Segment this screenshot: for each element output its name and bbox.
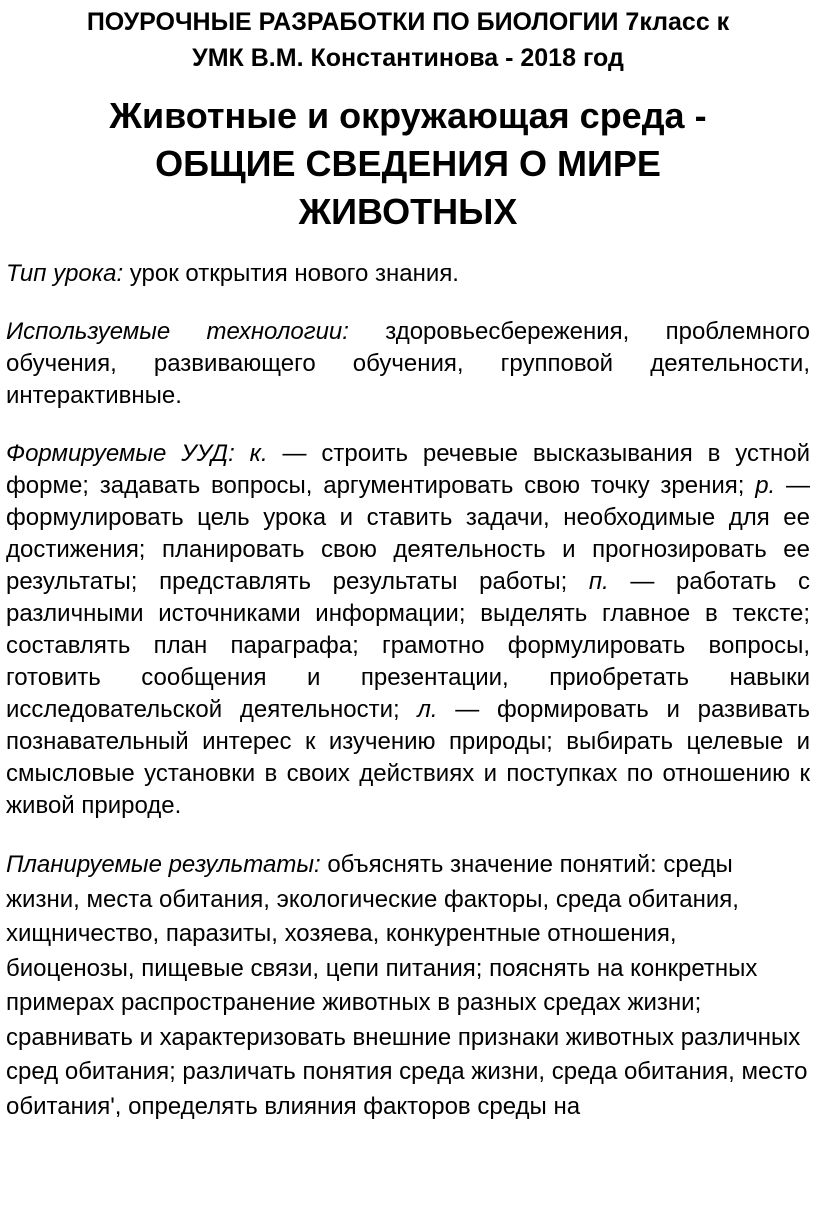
planned-results-text: объяснять значение понятий: среды жизни, места обитания, экологические факторы, среда обитания, хищничество, паразиты, хозяева, конкурентные отношения, биоценозы, пищевые связи, цепи питания; пояснять на конкретных примерах распространение животных в разных средах жизни; сравнивать и характеризовать внешние признаки животных различных сред обитания; различать понятия среда жизни, среда обитания, место обитания', определять влияния факторов среды на [6, 851, 808, 1120]
uud-r-text: — формулировать цель урока и ставить задачи, необходимые для ее достижения; планировать свою деятельность и прогнозировать ее результаты; представлять результаты работы; [6, 472, 810, 595]
header-line-1: ПОУРОЧНЫЕ РАЗРАБОТКИ ПО БИОЛОГИИ 7класс к [86, 8, 730, 36]
uud-p-label: п. [588, 568, 609, 595]
uud-label: Формируемые УУД: [6, 440, 235, 467]
technologies-paragraph [6, 316, 810, 412]
planned-results-label: Планируемые результаты: [6, 851, 321, 878]
document-header [6, 4, 810, 76]
lesson-title [6, 92, 810, 236]
lesson-type-paragraph [6, 258, 810, 290]
uud-k-text: — строить речевые высказывания в устной форме; задавать вопросы, аргументировать свою точку зрения; [6, 440, 810, 499]
header-line-2: УМК В.М. Константинова - 2018 год [192, 44, 624, 72]
planned-results-paragraph [6, 848, 810, 1124]
uud-p-text: — работать с различными источниками информации; выделять главное в тексте; составлять план параграфа; грамотно формулировать вопросы, готовить сообщения и презентации, приобретать навыки исследовательской деятельности; [6, 568, 810, 723]
uud-l-label: л. [417, 696, 438, 723]
technologies-label: Используемые технологии: [6, 318, 349, 345]
lesson-type-text: урок открытия нового знания. [123, 260, 459, 287]
technologies-text: здоровьесбережения, проблемного обучения, развивающего обучения, групповой деятельности, интерактивные. [6, 318, 811, 409]
title-line-3: ЖИВОТНЫХ [298, 191, 518, 232]
uud-paragraph [6, 438, 810, 822]
title-line-2: ОБЩИЕ СВЕДЕНИЯ О МИРЕ [155, 143, 661, 184]
title-line-1: Животные и окружающая среда - [109, 95, 707, 136]
uud-l-text: — формировать и развивать познавательный интерес к изучению природы; выбирать целевые и смысловые установки в своих действиях и поступках по отношению к живой природе. [6, 696, 810, 819]
lesson-type-label: Тип урока: [6, 260, 124, 287]
uud-r-label: р. [755, 472, 776, 499]
uud-k-label: к. [249, 440, 268, 467]
